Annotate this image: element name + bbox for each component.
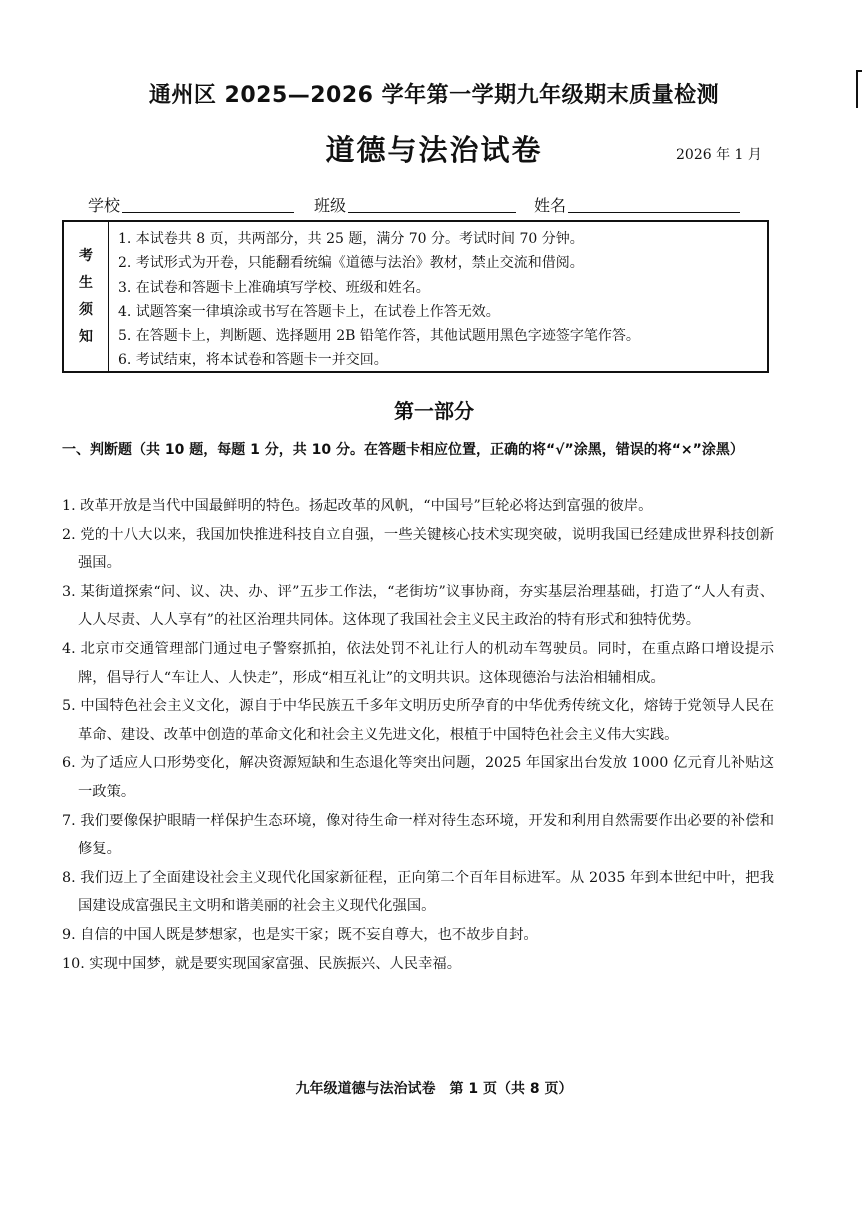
school-field[interactable]: [122, 212, 294, 213]
page-edge-mark: [856, 70, 862, 108]
question-item: 6. 为了适应人口形势变化，解决资源短缺和生态退化等突出问题，2025 年国家出台发放 1000 亿元育儿补贴这一政策。: [62, 755, 774, 800]
question-item: 5. 中国特色社会主义文化，源自于中华民族五千多年文明历史所孕育的中华优秀传统文化，熔铸于党领导人民在革命、建设、改革中创造的革命文化和社会主义先进文化，根植于中国特色社会主义伟大实践。: [62, 698, 774, 743]
question-item: 9. 自信的中国人既是梦想家，也是实干家；既不妄自尊大，也不故步自封。: [62, 926, 538, 943]
notice-heading-char: 生: [79, 274, 93, 291]
notice-heading-char: 知: [79, 328, 93, 345]
notice-item: 2. 考试形式为开卷，只能翻看统编《道德与法治》教材，禁止交流和借阅。: [118, 255, 584, 272]
name-field[interactable]: [568, 212, 740, 213]
section-title: 第一部分: [394, 399, 474, 423]
notice-heading: [64, 222, 109, 371]
class-field[interactable]: [348, 212, 516, 213]
exam-title: 通州区 2025—2026 学年第一学期九年级期末质量检测: [148, 83, 720, 108]
notice-item: 1. 本试卷共 8 页，共两部分，共 25 题，满分 70 分。考试时间 70 分钟。: [118, 231, 584, 247]
question-item: 10. 实现中国梦，就是要实现国家富强、民族振兴、人民幸福。: [62, 955, 461, 972]
question-item: 7. 我们要像保护眼睛一样保护生态环境，像对待生命一样对待生态环境，开发和利用自然需要作出必要的补偿和修复。: [62, 812, 774, 858]
notice-item: 5. 在答题卡上，判断题、选择题用 2B 铅笔作答，其他试题用黑色字迹签字笔作答。: [118, 328, 640, 345]
question-list: [62, 492, 774, 978]
notice-item: 3. 在试卷和答题卡上准确填写学校、班级和姓名。: [118, 279, 430, 296]
notice-heading-char: 须: [79, 301, 93, 318]
notice-list: [118, 227, 640, 373]
section-instructions: 一、判断题（共 10 题，每题 1 分，共 10 分。在答题卡相应位置，正确的将“√”涂黑，错误的将“×”涂黑）: [62, 442, 744, 458]
question-item: 2. 党的十八大以来，我国加快推进科技自立自强，一些关键核心技术实现突破，说明我国已经建成世界科技创新强国。: [62, 526, 774, 572]
exam-date: 2026 年 1 月: [676, 147, 762, 163]
subject-title: 道德与法治试卷: [325, 133, 543, 167]
notice-item: 4. 试题答案一律填涂或书写在答题卡上，在试卷上作答无效。: [118, 303, 500, 320]
question-item: 3. 某街道探索“问、议、决、办、评”五步工作法，“老街坊”议事协商，夯实基层治理基础，打造了“人人有责、人人尽责、人人享有”的社区治理共同体。这体现了我国社会主义民主政治的特有形式和独特优势。: [62, 583, 774, 629]
question-item: 4. 北京市交通管理部门通过电子警察抓拍，依法处罚不礼让行人的机动车驾驶员。同时，在重点路口增设提示牌，倡导行人“车让人、人快走”，形成“相互礼让”的文明共识。这体现德治与法治相辅相成。: [62, 640, 774, 686]
notice-item: 6. 考试结束，将本试卷和答题卡一并交回。: [118, 352, 388, 369]
question-item: 1. 改革开放是当代中国最鲜明的特色。扬起改革的风帆，“中国号”巨轮必将达到富强的彼岸。: [62, 498, 653, 514]
name-label: 姓名: [534, 196, 567, 215]
class-label: 班级: [314, 196, 347, 215]
notice-heading-char: 考: [79, 247, 93, 264]
page-footer: 九年级道德与法治试卷 第 1 页（共 8 页）: [295, 1081, 573, 1097]
exam-notice-box: [62, 220, 769, 373]
question-item: 8. 我们迈上了全面建设社会主义现代化国家新征程，正向第二个百年目标进军。从 2035 年到本世纪中叶，把我国建设成富强民主文明和谐美丽的社会主义现代化强国。: [62, 869, 774, 915]
school-label: 学校: [88, 196, 121, 215]
student-info-row: [88, 193, 768, 219]
